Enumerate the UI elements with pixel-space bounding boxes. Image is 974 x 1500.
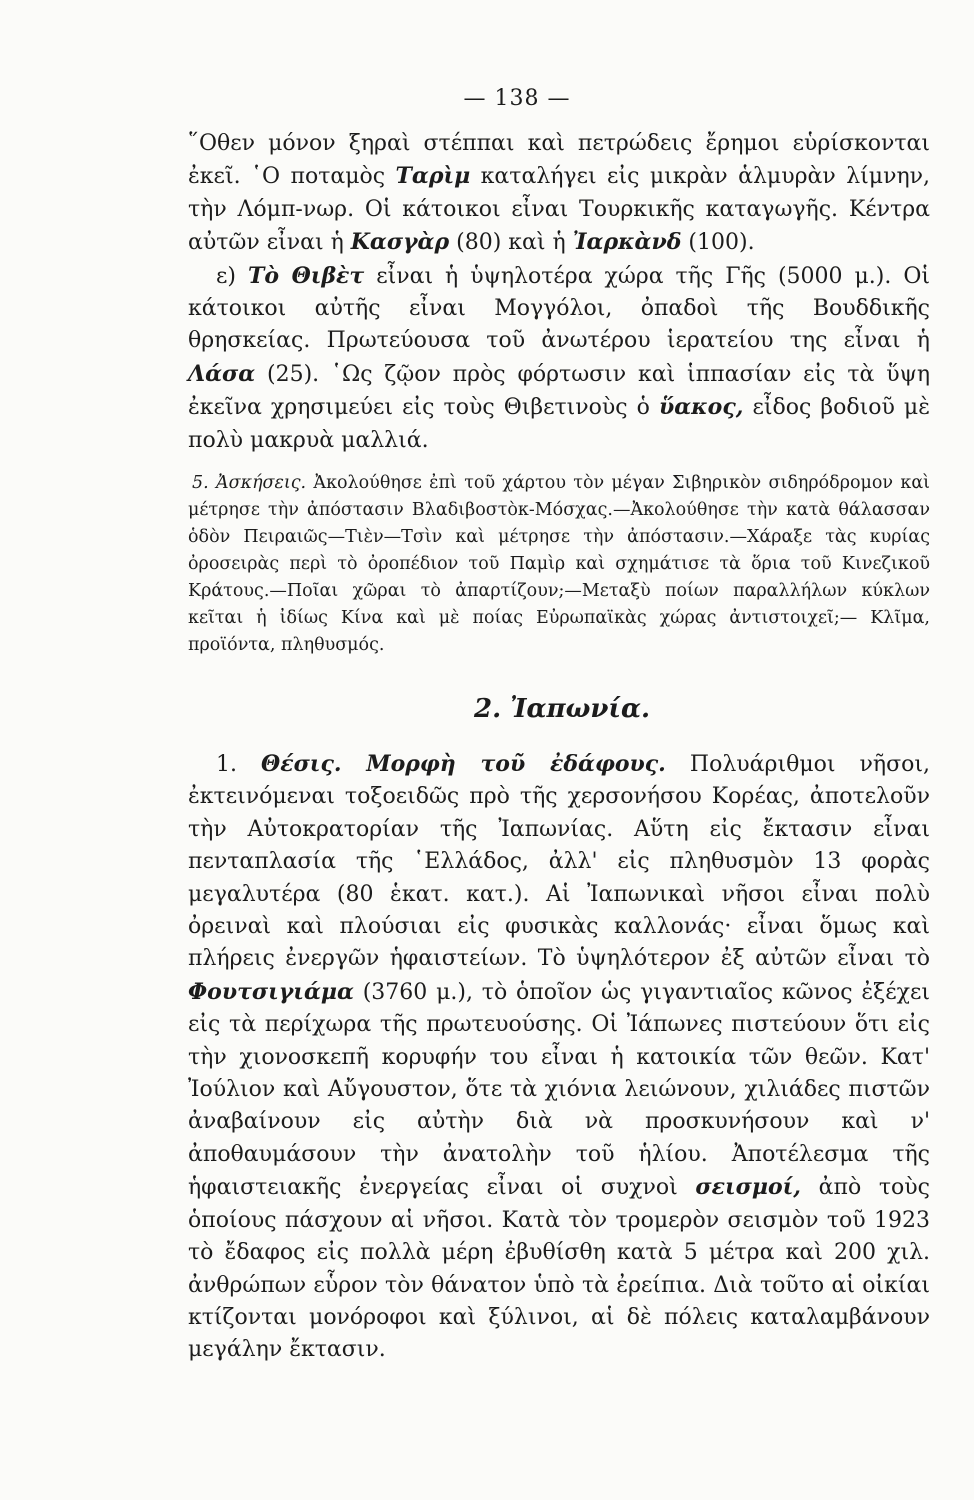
text-run: (100). <box>681 230 755 256</box>
exercises-text: Ἀκολούθησε ἐπὶ τοῦ χάρτου τὸν μέγαν Σιβηρικὸν σιδηρόδρομον καὶ μέτρησε τὴν ἀπόστασιν Βλαδιβοστὸκ-Μόσχας.—Ἀκολούθησε τὴν κατὰ θάλασσαν ὁδὸν Πειραιῶς—Τιὲν—Τσὶν καὶ μέτρησε τὴν ἀπόστασιν.—Χάραξε τὰς κυρίας ὀροσειρὰς περὶ τὸ ὀροπέδιον τοῦ Παμὶρ καὶ σχημάτισε τὰ ὅρια τοῦ Κινεζικοῦ Κράτους.—Ποῖαι χῶραι τὸ ἀπαρτίζουν;—Μεταξὺ ποίων παραλλήλων κύκλων κεῖται ἡ ἰδίως Κίνα καὶ μὲ ποίας Εὐρωπαϊκὰς χώρας ἀντιστοιχεῖ;— Κλῖμα, προϊόντα, πληθυσμός. <box>188 473 930 655</box>
exercises-label: 5. Ἀσκήσεις. <box>192 473 307 493</box>
text-run: Πολυάριθμοι νῆσοι, ἐκτεινόμεναι τοξοειδῶς πρὸ τῆς χερσονήσου Κορέας, ἀποτελοῦν τὴν Αὐτοκρατορίαν τῆς Ἰαπωνίας. Αὕτη εἰς ἔκτασιν εἶναι πενταπλασία τῆς ῾Ελλάδος, ἀλλ' εἰς πληθυσμὸν 13 φορὰς μεγαλυτέρα (80 ἑκατ. κατ.). Αἱ Ἰαπωνικαὶ νῆσοι εἶναι πολὺ ὀρειναὶ καὶ πλούσιαι εἰς φυσικὰς καλλονάς· εἶναι ὅμως καὶ πλήρεις ἐνεργῶν ἡφαιστείων. Τὸ ὑψηλότερον ἐξ αὐτῶν εἶναι τὸ <box>188 752 930 972</box>
paragraph-japan <box>188 748 930 1367</box>
exercises-section <box>188 470 930 659</box>
paragraph-tibet <box>188 260 930 457</box>
bold-term-fujiyama: Φουτσιγιάμα <box>188 978 354 1005</box>
text-run: 1. <box>216 752 262 777</box>
bold-heading-position: Θέσις. Μορφὴ τοῦ ἐδάφους. <box>261 751 666 777</box>
text-run: (3760 μ.), τὸ ὁποῖον ὡς γιγαντιαῖος κῶνος ἐξέχει εἰς τὰ περίχωρα τῆς πρωτευούσης. Οἱ Ἰάπωνες πιστεύουν ὅτι εἰς τὴν χιονοσκεπῆ κορυφήν του εἶναι ἡ κατοικία τῶν θεῶν. Κατ' Ἰούλιον καὶ Αὔγουστον, ὅτε τὰ χιόνια λειώνουν, χιλιάδες πιστῶν ἀναβαίνουν εἰς αὐτὴν διὰ νὰ προσκυνήσουν καὶ ν' ἀποθαυμάσουν τὴν ἀνατολὴν τοῦ ἡλίου. Ἀποτέλεσμα τῆς ἡφαιστειακῆς ἐνεργείας εἶναι οἱ συχνοὶ <box>188 979 930 1201</box>
text-run: εἶναι ἡ ὑψηλοτέρα χώρα τῆς Γῆς (5000 μ.). Οἱ κάτοικοι αὐτῆς εἶναι Μογγόλοι, ὀπαδοὶ τῆς Βουδδικῆς θρησκείας. Πρωτεύουσα τοῦ ἀνωτέρου ἱερατείου της εἶναι ἡ <box>188 263 930 354</box>
exercises-paragraph <box>188 470 930 659</box>
bold-term-earthquakes: σεισμοί, <box>695 1174 801 1201</box>
bold-term-lhasa: Λάσα <box>188 360 256 387</box>
page-number: — 138 — <box>463 86 571 111</box>
bold-term-tibet: Τὸ Θιβὲτ <box>247 262 365 289</box>
japan-section <box>188 748 930 1367</box>
text-run: ἀπὸ τοὺς ὁποίους πάσχουν αἱ νῆσοι. Κατὰ τὸν τρομερὸν σεισμὸν τοῦ 1923 τὸ ἔδαφος εἰς πολλὰ μέρη ἐβυθίσθη κατὰ 5 μέτρα καὶ 200 χιλ. ἀνθρώπων εὗρον τὸν θάνατον ὑπὸ τὰ ἐρείπια. Διὰ τοῦτο αἱ οἰκίαι κτίζονται μονόροφοι καὶ ξύλινοι, αἱ δὲ πόλεις καταλαμβάνουν μεγάλην ἔκτασιν. <box>188 1175 930 1363</box>
text-run: (25). ῾Ως ζῷον πρὸς φόρτωσιν καὶ ἱππασίαν εἰς τὰ ὕψη ἐκεῖνα χρησιμεύει εἰς τοὺς Θιβετινοὺς ὁ <box>188 361 930 421</box>
text-run: καταλήγει εἰς μικρὰν ἁλμυρὰν λίμνην, τὴν Λόμπ-νωρ. Οἱ κάτοικοι εἶναι Τουρκικῆς καταγωγῆς. Κέντρα αὐτῶν εἶναι ἡ <box>188 164 930 256</box>
bold-term-tarim: Ταρὶμ <box>395 163 471 190</box>
bold-term-yak: ὕακος, <box>658 394 744 421</box>
text-run: ε) <box>216 263 248 289</box>
text-run: εἶδος βοδιοῦ μὲ πολὺ μακρυὰ μαλλιά. <box>188 395 930 453</box>
bold-term-yarkand: Ἰαρκὰνδ <box>572 229 682 256</box>
text-run: (80) καὶ ἡ <box>449 230 573 256</box>
bold-term-kashgar: Κασγὰρ <box>350 229 450 256</box>
tibet-section <box>188 128 930 457</box>
paragraph-tarim <box>188 128 930 260</box>
section-title-japan: 2. Ἰαπωνία. <box>473 694 651 724</box>
text-run: ῞Οθεν μόνον ξηραὶ στέππαι καὶ πετρώδεις ἔρημοι εὑρίσκονται ἐκεῖ. ῾Ο ποταμὸς <box>188 131 930 190</box>
